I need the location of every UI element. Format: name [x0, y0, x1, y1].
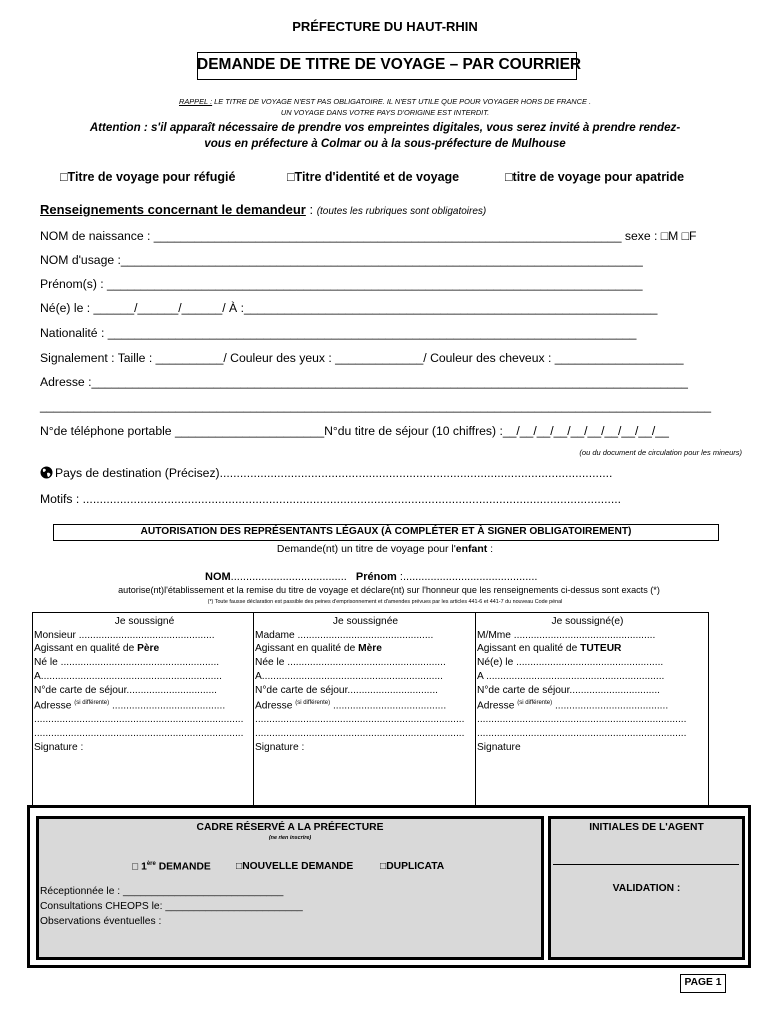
pere-carte-field[interactable]: N°de carte de séjour................................: [34, 684, 217, 696]
reserved-area-topline: [27, 805, 751, 808]
mere-adresse-field[interactable]: [255, 697, 476, 713]
mere-qualite: [255, 642, 476, 656]
agent-divider: [553, 864, 739, 865]
premiere-demande-sup: ère: [146, 861, 156, 867]
mere-a-field[interactable]: A................................................................: [255, 670, 443, 682]
column-tuteur: [477, 615, 698, 754]
tuteur-signature[interactable]: Signature: [477, 741, 521, 753]
tuteur-dots-2[interactable]: ..........................................................................: [477, 728, 687, 740]
pere-dots-2[interactable]: ..........................................................................: [34, 728, 244, 740]
page-number: PAGE 1: [684, 977, 722, 988]
demandeur-heading: [40, 202, 486, 217]
globe-icon: [40, 466, 53, 479]
tuteur-heading: Je soussigné(e): [551, 616, 624, 627]
tuteur-mme-field[interactable]: M/Mme ..................................................: [477, 629, 656, 641]
demande-enfant-bold: enfant: [455, 543, 488, 555]
adresse-line-2[interactable]: ___________________________________________________________________________________________________: [40, 399, 712, 413]
tuteur-ne-le-field[interactable]: Né(e) le ....................................................: [477, 657, 664, 669]
pere-adresse-label: Adresse: [34, 700, 72, 712]
prefecture-title: PRÉFECTURE DU HAUT-RHIN: [292, 19, 478, 34]
prenoms-field[interactable]: Prénom(s) : _______________________________________________________________________________: [40, 277, 643, 291]
premiere-demande-prefix: □ 1: [132, 861, 147, 873]
checkbox-premiere-demande[interactable]: [132, 861, 211, 872]
enfant-prenom-dots: :............................................: [396, 571, 538, 583]
initiales-agent: INITIALES DE L'AGENT: [589, 822, 704, 833]
rappel-line-2: UN VOYAGE DANS VOTRE PAYS D'ORIGINE EST INTERDIT.: [280, 108, 490, 117]
checkbox-nouvelle-demande[interactable]: □NOUVELLE DEMANDE: [236, 861, 354, 872]
mere-madame-field[interactable]: Madame ................................................: [255, 629, 434, 641]
tuteur-carte-field[interactable]: N°de carte de séjour................................: [477, 684, 660, 696]
receptionnee-field[interactable]: Réceptionnée le : ____________________________: [40, 886, 284, 897]
mere-adresse-label: Adresse: [255, 700, 293, 712]
demande-enfant-prefix: Demande(nt) un titre de voyage pour l': [276, 543, 456, 555]
mere-adresse-dots: ........................................: [330, 700, 447, 712]
motifs-field[interactable]: Motifs : ...............................................................................................................................................................: [40, 492, 622, 506]
mere-signature[interactable]: Signature :: [255, 741, 305, 753]
enfant-nom-prenom-line[interactable]: [205, 571, 537, 583]
fausse-declaration-note: (*) Toute fausse déclaration est passible des peines d'emprisonnement et d'amendes prévues par les articles 441-6 et 441-7 du nouveau Code pénal: [207, 599, 563, 605]
tuteur-qualite: [477, 642, 698, 656]
pere-qualite-prefix: Agissant en qualité de: [34, 643, 138, 655]
demandeur-heading-sep: :: [305, 202, 317, 217]
validation-label: VALIDATION :: [612, 883, 681, 894]
tuteur-qualite-prefix: Agissant en qualité de: [477, 643, 581, 655]
checkbox-duplicata[interactable]: □DUPLICATA: [380, 861, 445, 872]
observations-field[interactable]: Observations éventuelles :: [40, 916, 162, 927]
rappel-line-1: [0, 97, 770, 106]
nom-usage-field[interactable]: NOM d'usage :_____________________________________________________________________________: [40, 253, 643, 267]
mere-adresse-sup: (si différente): [295, 700, 331, 707]
pays-label: Pays de destination (Précisez)....................................................................................................................: [55, 466, 613, 480]
rappel-text: LE TITRE DE VOYAGE N'EST PAS OBLIGATOIRE. IL N'EST UTILE QUE POUR VOYAGER HORS DE FRANCE .: [212, 97, 591, 106]
pere-signature[interactable]: Signature :: [34, 741, 84, 753]
mere-dots-1[interactable]: ..........................................................................: [255, 714, 465, 726]
telephone-field[interactable]: N°de téléphone portable ______________________N°du titre de séjour (10 chiffres) :__/__/__/__/__/__/__/__/__/__: [40, 424, 669, 438]
pere-qualite: [34, 642, 255, 656]
pere-a-field[interactable]: A................................................................: [34, 670, 222, 682]
tuteur-adresse-dots: ........................................: [552, 700, 669, 712]
telephone-note: (ou du document de circulation pour les mineurs): [579, 448, 742, 457]
signalement-field[interactable]: Signalement : Taille : __________/ Couleur des yeux : _____________/ Couleur des cheveux : ___________________: [40, 351, 684, 365]
pays-field[interactable]: [40, 466, 612, 480]
premiere-demande-suffix: DEMANDE: [155, 861, 211, 873]
pere-adresse-sup: (si différente): [74, 700, 110, 707]
mere-dots-2[interactable]: ..........................................................................: [255, 728, 465, 740]
checkbox-titre-identite[interactable]: □Titre d'identité et de voyage: [287, 170, 460, 184]
column-mere: [255, 615, 476, 754]
demandeur-heading-note: (toutes les rubriques sont obligatoires): [316, 206, 487, 217]
cadre-heading: CADRE RÉSERVÉ A LA PRÉFECTURE: [196, 822, 384, 833]
demande-enfant-suffix: :: [487, 543, 494, 555]
mere-qualite-prefix: Agissant en qualité de: [255, 643, 359, 655]
pere-heading: Je soussigné: [114, 616, 175, 627]
attention-line-1: Attention : s'il apparaît nécessaire de prendre vos empreintes digitales, vous serez invité à prendre rendez-: [89, 121, 681, 134]
tuteur-a-field[interactable]: A ...............................................................: [477, 670, 665, 682]
enfant-nom-dots: ......................................: [230, 571, 347, 583]
nom-naissance-field[interactable]: NOM de naissance : _____________________________________________________________________ sexe : □M □F: [40, 229, 697, 243]
demande-enfant-line: [0, 543, 770, 555]
consultations-cheops-field[interactable]: Consultations CHEOPS le: ________________________: [40, 901, 303, 912]
mere-carte-field[interactable]: N°de carte de séjour................................: [255, 684, 438, 696]
enfant-prenom-label: Prénom: [355, 571, 397, 583]
cadre-subheading: (ne rien inscrire): [268, 835, 312, 841]
pere-qualite-role: Père: [137, 643, 160, 655]
attention-line-2: vous en préfecture à Colmar ou à la sous-préfecture de Mulhouse: [204, 137, 566, 150]
rappel-label: RAPPEL :: [178, 97, 213, 106]
form-title: DEMANDE DE TITRE DE VOYAGE – PAR COURRIER: [197, 56, 582, 73]
checkbox-titre-apatride[interactable]: □titre de voyage pour apatride: [505, 170, 685, 184]
mere-heading: Je soussignée: [332, 616, 399, 627]
mere-qualite-role: Mère: [358, 643, 382, 655]
mere-ne-le-field[interactable]: Née le ........................................................: [255, 657, 446, 669]
column-pere: [34, 615, 255, 754]
autorisation-heading: AUTORISATION DES REPRÉSENTANTS LÉGAUX (À COMPLÉTER ET À SIGNER OBLIGATOIREMENT): [140, 526, 632, 537]
enfant-nom-label: NOM: [205, 571, 231, 583]
demandeur-heading-title: Renseignements concernant le demandeur: [40, 202, 306, 217]
pere-adresse-dots: ........................................: [109, 700, 226, 712]
tuteur-qualite-role: TUTEUR: [580, 643, 622, 655]
ne-le-field[interactable]: Né(e) le : ______/______/______/ À :_____________________________________________________________: [40, 301, 658, 315]
pere-ne-le-field[interactable]: Né le ........................................................: [34, 657, 220, 669]
nationalite-field[interactable]: Nationalité : ______________________________________________________________________________: [40, 326, 637, 340]
pere-adresse-field[interactable]: [34, 697, 255, 713]
tuteur-dots-1[interactable]: ..........................................................................: [477, 714, 687, 726]
tuteur-adresse-field[interactable]: [477, 697, 698, 713]
tuteur-adresse-label: Adresse: [477, 700, 515, 712]
autorise-line: autorise(nt)l'établissement et la remise du titre de voyage et déclare(nt) sur l'honneur que les renseignements ci-dessus sont exacts (*): [118, 585, 660, 595]
adresse-field[interactable]: Adresse :________________________________________________________________________________________: [40, 375, 688, 389]
checkbox-titre-refugie[interactable]: □Titre de voyage pour réfugié: [60, 170, 236, 184]
tuteur-adresse-sup: (si différente): [517, 700, 553, 707]
pere-dots-1[interactable]: ..........................................................................: [34, 714, 244, 726]
pere-monsieur-field[interactable]: Monsieur ................................................: [34, 629, 215, 641]
